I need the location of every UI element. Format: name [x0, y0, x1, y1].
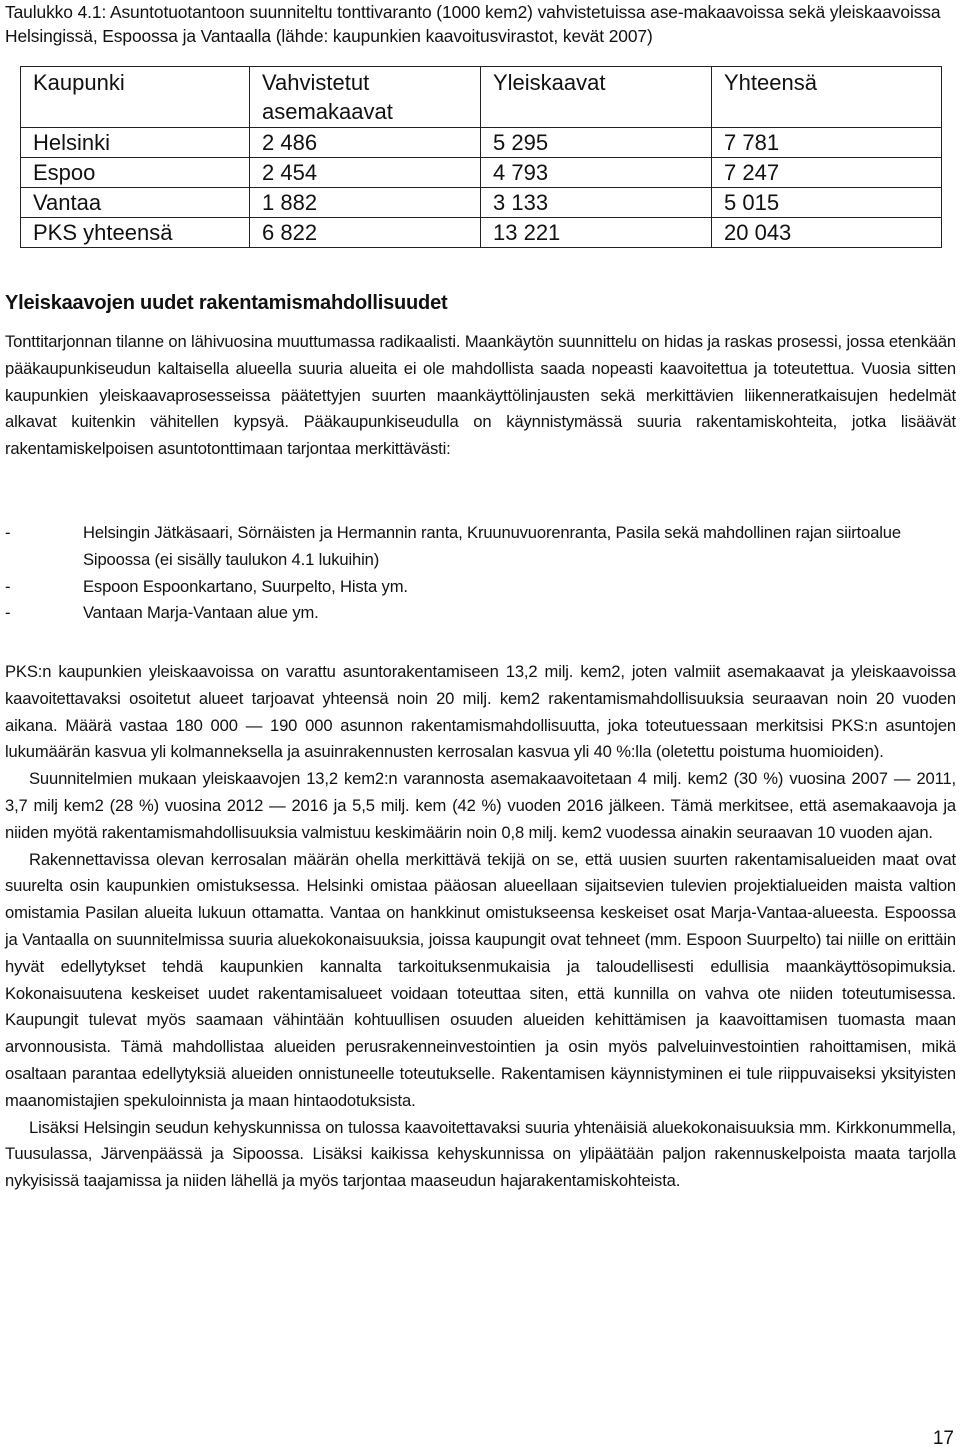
table-cell: 5 015 — [712, 188, 942, 218]
table-header-cell: Kaupunki — [21, 67, 250, 128]
paragraph: Rakennettavissa olevan kerrosalan määrän ohella merkittävä tekijä on se, että uusien suurten rakentamisalueiden maat ovat suurelta osin kaupunkien omistuksessa. Helsinki omistaa pääosan alueellaan sijaitsevien tulevien projektialueiden maista valtion omistamia Pasilan alueita lukuun ottamatta. Vantaa on hankkinut omistukseensa keskeiset osat Marja-Vantaa-alueesta. Espoossa ja Vantaalla on suunnitelmissa suuria aluekokonaisuuksia, joissa kaupungit ovat tehneet (mm. Espoon Suurpelto) tai niille on erittäin hyvät edellytykset tehdä kaupunkien kannalta tarkoituksenmukaisia ja taloudellisesti edullisia maankäyttösopimuksia. Kokonaisuutena keskeiset uudet rakentamisalueet voidaan toteuttaa siten, että kunnilla on vahva ote niiden toteutumisessa. Kaupungit tulevat myös saamaan vähintään kohtuullisen osuuden alueiden kehittämisen ja kaavoittamisen tuomasta maan arvonnousista. Tämä mahdollistaa alueiden perusrakenneinvestointien ja osin myös palveluinvestointien rahoittamisen, mikä osaltaan parantaa edellytyksiä alueiden onnistuneelle toteutukselle. Rakentamisen käynnistyminen ei tule riippuvaiseksi yksityisten maanomistajien spekuloinnista ja maan hintaodotuksista. — [5, 849, 956, 1110]
list-item-text: Helsingin Jätkäsaari, Sörnäisten ja Hermannin ranta, Kruunuvuorenranta, Pasila sekä mahdollinen rajan siirtoalue Sipoossa (ei sisälly taulukon 4.1 lukuihin) — [83, 523, 901, 569]
table-cell: 7 247 — [712, 158, 942, 188]
table-cell: 6 822 — [250, 218, 481, 248]
list-marker: - — [5, 523, 11, 542]
list-item-text: Espoon Espoonkartano, Suurpelto, Hista ym. — [83, 576, 408, 596]
table-cell: PKS yhteensä — [21, 218, 250, 248]
table-row — [21, 128, 942, 158]
table-header-cell: Yleiskaavat — [481, 67, 712, 128]
table-header-row — [21, 67, 942, 128]
table-cell: Espoo — [21, 158, 250, 188]
table-row — [21, 188, 942, 218]
table-cell: 13 221 — [481, 218, 712, 248]
list-marker: - — [5, 603, 11, 623]
table-cell: 7 781 — [712, 128, 942, 158]
table-cell: 2 486 — [250, 128, 481, 158]
table-cell: 1 882 — [250, 188, 481, 218]
list-item — [5, 520, 956, 574]
table-header-cell: Yhteensä — [712, 67, 942, 128]
table-row — [21, 218, 942, 248]
table-cell: Vantaa — [21, 188, 250, 218]
list-marker: - — [5, 576, 11, 596]
list-item — [5, 574, 956, 601]
table-caption: Taulukko 4.1: Asuntotuotantoon suunniteltu tonttivaranto (1000 kem2) vahvistetuissa ase-makaavoissa sekä yleiskaavoissa Helsingissä, Espoossa ja Vantaalla (lähde: kaupunkien kaavoitusvirastot, kevät 2007) — [5, 2, 941, 46]
list-item-text: Vantaan Marja-Vantaan alue ym. — [83, 603, 319, 623]
table-cell: 5 295 — [481, 128, 712, 158]
table-cell: 2 454 — [250, 158, 481, 188]
data-table — [20, 66, 942, 248]
section-title: Yleiskaavojen uudet rakentamismahdollisuudet — [5, 292, 448, 314]
list-item — [5, 600, 956, 627]
table-cell: 3 133 — [481, 188, 712, 218]
table-header-cell: Vahvistetut asemakaavat — [250, 67, 481, 128]
table-row — [21, 158, 942, 188]
table-cell: 4 793 — [481, 158, 712, 188]
paragraph: PKS:n kaupunkien yleiskaavoissa on varattu asuntorakentamiseen 13,2 milj. kem2, joten valmiit asemakaavat ja yleiskaavoissa kaavoitettavaksi osoitetut alueet tarjoavat yhteensä noin 20 milj. kem2 rakentamismahdollisuuksia seuraavan noin 20 vuoden aikana. Määrä vastaa 180 000 — 190 000 asunnon rakentamismahdollisuutta, joka toteutuessaan merkitsisi PKS:n asuntojen lukumäärän kasvua yli kolmanneksella ja asuinrakennusten kerrosalan kasvua yli 40 %:lla (oletettu poistuma huomioiden). — [5, 662, 956, 762]
table-cell: Helsinki — [21, 128, 250, 158]
paragraph: Suunnitelmien mukaan yleiskaavojen 13,2 kem2:n varannosta asemakaavoitetaan 4 milj. kem2 (30 %) vuosina 2007 — 2011, 3,7 milj kem2 (28 %) vuosina 2012 — 2016 ja 5,5 milj. kem (42 %) vuoden 2016 jälkeen. Tämä merkitsee, että asemakaavoja ja niiden myötä rakentamismahdollisuuksia valmistuu keskimäärin noin 0,8 milj. kem2 vuodessa ainakin seuraavan 10 vuoden ajan. — [5, 769, 956, 842]
paragraph-group — [5, 659, 956, 1195]
paragraph: Tonttitarjonnan tilanne on lähivuosina muuttumassa radikaalisti. Maankäytön suunnittelu on hidas ja raskas prosessi, jossa etenkään pääkaupunkiseudun kaltaisella alueella suuria alueita ei ole mahdollista saada nopeasti kaavoitettua ja toteutettua. Vuosia sitten kaupunkien yleiskaavaprosesseissa päätettyjen suurten maankäyttölinjausten sekä merkittävien liikenneratkaisujen hedelmät alkavat kuitenkin vähitellen kypsyä. Pääkaupunkiseudulla on käynnistymässä suuria rakentamiskohteita, jotka lisäävät rakentamiskelpoisen asuntotonttimaan tarjontaa merkittävästi: — [5, 332, 956, 459]
page-number: 17 — [932, 1428, 954, 1449]
paragraph: Lisäksi Helsingin seudun kehyskunnissa on tulossa kaavoitettavaksi suuria yhtenäisiä aluekokonaisuuksia mm. Kirkkonummella, Tuusulassa, Järvenpäässä ja Sipoossa. Lisäksi kaikissa kehyskunnissa on ylipäätään paljon rakennuskelpoista maata tarjolla nykyisissä taajamissa ja niiden lähellä ja myös tarjontaa maaseudun hajarakentamiskohteista. — [5, 1117, 956, 1191]
bullet-list — [5, 520, 956, 627]
table-cell: 20 043 — [712, 218, 942, 248]
